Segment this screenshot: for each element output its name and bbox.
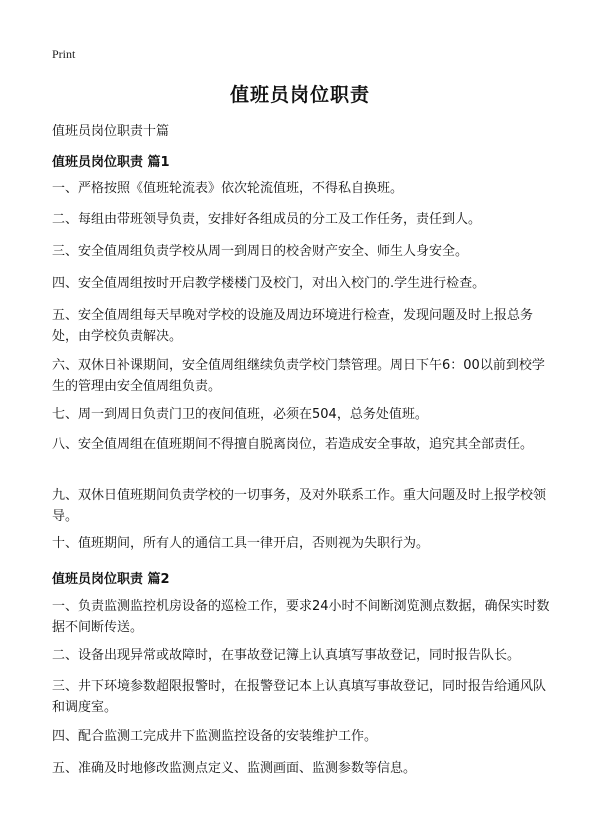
list-item: 六、双休日补课期间，安全值周组继续负责学校门禁管理。周日下午6：00以前到校学生的管理由安全值周组负责。 (52, 358, 545, 394)
list-item: 八、安全值周组在值班期间不得擅自脱离岗位，若造成安全事故，追究其全部责任。 (52, 437, 534, 452)
document-subtitle: 值班员岗位职责十篇 (52, 124, 170, 139)
list-item: 二、设备出现异常或故障时，在事故登记簿上认真填写事故登记，同时报告队长。 (52, 648, 521, 663)
list-item: 五、安全值周组每天早晚对学校的设施及周边环境进行检查，发现问题及时上报总务处，由学校负责解决。 (52, 308, 534, 344)
section-heading-1: 值班员岗位职责 篇1 (52, 155, 170, 170)
list-item: 二、每组由带班领导负责，安排好各组成员的分工及工作任务，责任到人。 (52, 212, 482, 227)
page-title: 值班员岗位职责 (229, 84, 370, 106)
print-label: Print (52, 47, 76, 61)
list-item: 三、安全值周组负责学校从周一到周日的校舍财产安全、师生人身安全。 (52, 244, 469, 259)
list-item: 四、配合监测工完成井下监测监控设备的安装维护工作。 (52, 729, 378, 744)
list-item: 五、准确及时地修改监测点定义、监测画面、监测参数等信息。 (52, 761, 417, 776)
list-item: 一、负责监测监控机房设备的巡检工作，要求24小时不间断浏览测点数据，确保实时数据不间断传送。 (52, 599, 550, 635)
list-item: 四、安全值周组按时开启教学楼楼门及校门，对出入校门的.学生进行检查。 (52, 276, 486, 291)
list-item: 三、井下环境参数超限报警时，在报警登记本上认真填写事故登记，同时报告给通风队和调度室。 (52, 679, 547, 715)
list-item: 十、值班期间，所有人的通信工具一律开启，否则视为失职行为。 (52, 536, 430, 551)
list-item: 九、双休日值班期间负责学校的一切事务，及对外联系工作。重大问题及时上报学校领导。 (52, 488, 547, 524)
list-item: 七、周一到周日负责门卫的夜间值班，必须在504，总务处值班。 (52, 407, 428, 422)
list-item: 一、严格按照《值班轮流表》依次轮流值班，不得私自换班。 (52, 181, 404, 196)
section-heading-2: 值班员岗位职责 篇2 (52, 572, 170, 587)
